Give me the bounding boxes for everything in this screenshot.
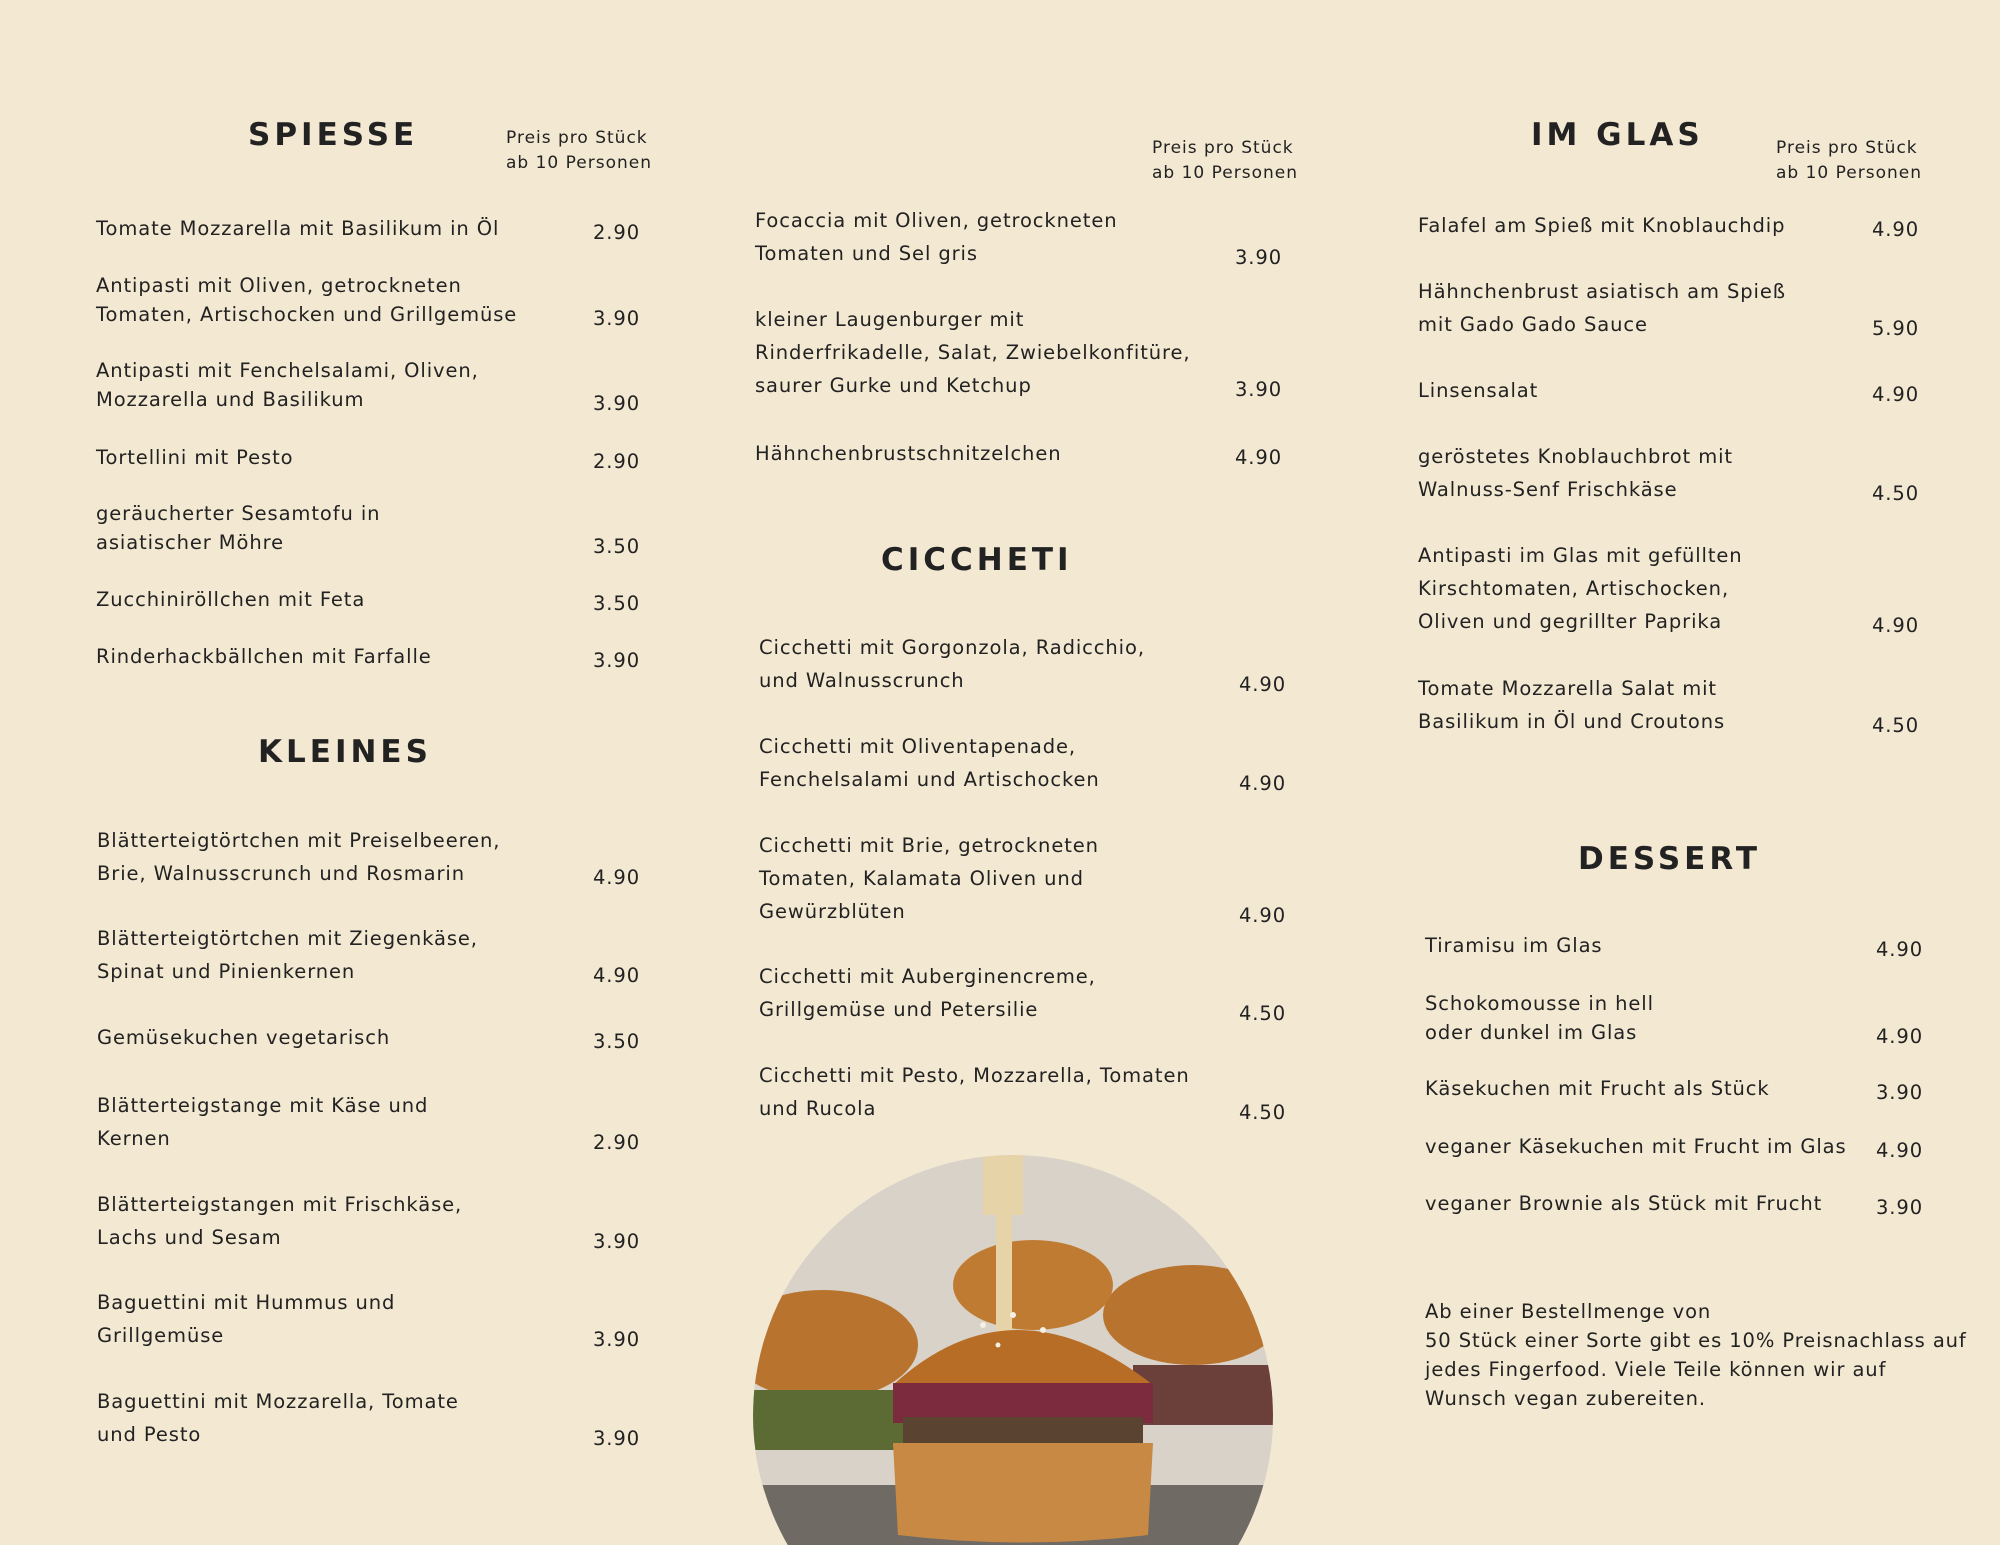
menu-item-name xyxy=(1425,1074,1770,1103)
section-title-dessert: DESSERT xyxy=(1578,841,1761,877)
menu-item-name xyxy=(96,214,499,243)
menu-item-name-line: Grillgemüse xyxy=(97,1324,225,1347)
menu-item xyxy=(96,271,641,330)
menu-item-name-line: Tiramisu im Glas xyxy=(1425,934,1603,957)
menu-item-name-line: Zucchiniröllchen mit Feta xyxy=(96,588,366,611)
menu-item xyxy=(97,824,641,890)
menu-item-price: 3.90 xyxy=(593,649,641,672)
menu-item xyxy=(97,1188,641,1254)
menu-item-name-line: Baguettini mit Mozzarella, Tomate xyxy=(97,1390,459,1413)
menu-item-name xyxy=(97,1089,428,1155)
menu-item-name-line: Kirschtomaten, Artischocken, xyxy=(1418,577,1730,600)
menu-item-name-line: Rinderfrikadelle, Salat, Zwiebelkonfitüre, xyxy=(755,341,1191,364)
menu-item-name-line: Blätterteigstangen mit Frischkäse, xyxy=(97,1193,463,1216)
menu-item-name xyxy=(97,824,500,890)
menu-item-price: 3.90 xyxy=(593,1230,641,1253)
menu-item-name xyxy=(96,443,293,472)
menu-item xyxy=(759,730,1287,796)
menu-item-name-line: Tortellini mit Pesto xyxy=(96,446,294,469)
menu-item-name xyxy=(97,1021,390,1054)
price-note-line: ab 10 Personen xyxy=(506,153,653,173)
menu-item-name xyxy=(759,960,1096,1026)
price-note-line: Preis pro Stück xyxy=(506,128,648,148)
menu-item-price: 4.90 xyxy=(1876,1139,1924,1162)
menu-item-name-line: oder dunkel im Glas xyxy=(1425,1021,1638,1044)
menu-item-name xyxy=(1418,440,1733,506)
menu-item xyxy=(1418,539,1920,638)
menu-item-name xyxy=(97,922,478,988)
menu-item-name-line: Tomate Mozzarella Salat mit xyxy=(1418,677,1717,700)
menu-item-price: 4.90 xyxy=(1872,614,1920,637)
menu-item-price: 3.90 xyxy=(593,307,641,330)
menu-item-name-line: geröstetes Knoblauchbrot mit xyxy=(1418,445,1733,468)
menu-item-name-line: Lachs und Sesam xyxy=(97,1226,282,1249)
menu-item-name xyxy=(759,1059,1190,1125)
menu-item-name-line: Gemüsekuchen vegetarisch xyxy=(97,1026,391,1049)
menu-item-price: 4.90 xyxy=(593,964,641,987)
menu-item xyxy=(755,204,1283,270)
menu-item-price: 3.50 xyxy=(593,592,641,615)
menu-item xyxy=(96,642,641,672)
menu-item-name xyxy=(1418,374,1538,407)
menu-item xyxy=(755,303,1283,402)
menu-item-name xyxy=(97,1188,462,1254)
menu-item-price: 4.90 xyxy=(1876,938,1924,961)
menu-item-name xyxy=(1425,989,1654,1047)
menu-item xyxy=(97,1089,641,1155)
menu-item xyxy=(755,437,1283,470)
menu-item-name-line: geräucherter Sesamtofu in xyxy=(96,502,381,525)
menu-item-name-line: veganer Käsekuchen mit Frucht im Glas xyxy=(1425,1135,1847,1158)
menu-item xyxy=(759,631,1287,697)
menu-item-name-line: Hähnchenbrust asiatisch am Spieß xyxy=(1418,280,1786,303)
menu-item xyxy=(1425,1074,1924,1104)
menu-item-name-line: Walnuss-Senf Frischkäse xyxy=(1418,478,1678,501)
menu-item-name-line: Antipasti im Glas mit gefüllten xyxy=(1418,544,1743,567)
menu-item-price: 3.90 xyxy=(1235,378,1283,401)
menu-item xyxy=(97,922,641,988)
note-line: jedes Fingerfood. Viele Teile können wir auf xyxy=(1425,1358,1887,1381)
menu-item-name-line: Cicchetti mit Auberginencreme, xyxy=(759,965,1096,988)
menu-item xyxy=(759,960,1287,1026)
price-note-middle xyxy=(1152,136,1298,186)
price-note-line: ab 10 Personen xyxy=(1776,163,1923,183)
menu-item-name-line: mit Gado Gado Sauce xyxy=(1418,313,1648,336)
menu-item-name-line: Antipasti mit Oliven, getrockneten xyxy=(96,274,462,297)
menu-item xyxy=(96,443,641,473)
menu-item-price: 4.90 xyxy=(1876,1025,1924,1048)
menu-item-name xyxy=(1418,275,1786,341)
menu-item-name-line: Brie, Walnusscrunch und Rosmarin xyxy=(97,862,465,885)
menu-item-name-line: Antipasti mit Fenchelsalami, Oliven, xyxy=(96,359,479,382)
menu-item-name xyxy=(97,1286,395,1352)
section-title-kleines: KLEINES xyxy=(258,734,432,770)
menu-item-name xyxy=(755,204,1117,270)
menu-item-price: 3.90 xyxy=(593,392,641,415)
menu-item xyxy=(1425,931,1924,961)
menu-item-name xyxy=(97,1385,459,1451)
menu-item-price: 3.90 xyxy=(1235,246,1283,269)
menu-item xyxy=(97,1385,641,1451)
menu-item-name-line: Cicchetti mit Gorgonzola, Radicchio, xyxy=(759,636,1145,659)
menu-item-price: 4.90 xyxy=(1872,383,1920,406)
menu-item-price: 3.90 xyxy=(593,1427,641,1450)
note-line: 50 Stück einer Sorte gibt es 10% Preisnachlass auf xyxy=(1425,1329,1967,1352)
menu-item xyxy=(96,499,641,558)
menu-item-price: 2.90 xyxy=(593,450,641,473)
menu-item-name-line: Oliven und gegrillter Paprika xyxy=(1418,610,1723,633)
menu-item-name-line: Hähnchenbrustschnitzelchen xyxy=(755,442,1062,465)
menu-item-name xyxy=(1425,931,1602,960)
price-note-line: Preis pro Stück xyxy=(1776,138,1918,158)
menu-item-name-line: Tomaten und Sel gris xyxy=(755,242,978,265)
note-line: Wunsch vegan zubereiten. xyxy=(1425,1387,1706,1410)
menu-item-name-line: Gewürzblüten xyxy=(759,900,906,923)
menu-item-name-line: und Rucola xyxy=(759,1097,877,1120)
menu-item-price: 4.90 xyxy=(1239,904,1287,927)
menu-item-price: 4.50 xyxy=(1239,1002,1287,1025)
menu-item-name xyxy=(96,585,365,614)
menu-item-price: 3.90 xyxy=(1876,1196,1924,1219)
menu-item-name xyxy=(1418,539,1743,638)
menu-item-price: 4.50 xyxy=(1872,482,1920,505)
menu-item-name xyxy=(759,631,1145,697)
price-note-im-glas xyxy=(1776,136,1922,186)
menu-item xyxy=(759,1059,1287,1125)
menu-item-name-line: Rinderhackbällchen mit Farfalle xyxy=(96,645,432,668)
menu-item-name-line: Kernen xyxy=(97,1127,171,1150)
menu-item-name xyxy=(1418,672,1725,738)
menu-item-name-line: Cicchetti mit Brie, getrockneten xyxy=(759,834,1099,857)
menu-item-name xyxy=(755,303,1191,402)
menu-item-name-line: Spinat und Pinienkernen xyxy=(97,960,356,983)
menu-item-name-line: Blätterteigstange mit Käse und xyxy=(97,1094,429,1117)
menu-item xyxy=(1418,672,1920,738)
menu-item-name xyxy=(759,829,1099,928)
menu-item-name-line: asiatischer Möhre xyxy=(96,531,284,554)
menu-item-price: 3.50 xyxy=(593,535,641,558)
menu-item-price: 3.90 xyxy=(593,1328,641,1351)
menu-item-name-line: Falafel am Spieß mit Knoblauchdip xyxy=(1418,214,1786,237)
section-title-im-glas: IM GLAS xyxy=(1531,117,1704,153)
menu-item-name-line: Mozzarella und Basilikum xyxy=(96,388,365,411)
menu-item-price: 4.90 xyxy=(1239,772,1287,795)
menu-item-name-line: Linsensalat xyxy=(1418,379,1539,402)
menu-item-price: 4.90 xyxy=(1235,446,1283,469)
menu-item-price: 2.90 xyxy=(593,1131,641,1154)
menu-item-price: 4.50 xyxy=(1872,714,1920,737)
menu-item-name-line: Blätterteigtörtchen mit Preiselbeeren, xyxy=(97,829,501,852)
menu-item-name-line: und Pesto xyxy=(97,1423,202,1446)
menu-item xyxy=(1425,989,1924,1048)
column-left xyxy=(0,0,700,1545)
menu-item-name xyxy=(759,730,1100,796)
menu-item-name-line: Basilikum in Öl und Croutons xyxy=(1418,710,1726,733)
section-title-spiesse: SPIESSE xyxy=(248,117,419,153)
menu-item xyxy=(96,585,641,615)
menu-item xyxy=(1418,374,1920,407)
menu-item-name-line: Fenchelsalami und Artischocken xyxy=(759,768,1100,791)
menu-item-name-line: Tomaten, Artischocken und Grillgemüse xyxy=(96,303,518,326)
menu-item-name xyxy=(96,356,479,414)
menu-item-name xyxy=(96,271,517,329)
menu-item-price: 3.50 xyxy=(593,1030,641,1053)
menu-item-name xyxy=(96,499,380,557)
menu-item-price: 2.90 xyxy=(593,221,641,244)
menu-item-name-line: Cicchetti mit Oliventapenade, xyxy=(759,735,1077,758)
menu-item-name-line: Tomaten, Kalamata Oliven und xyxy=(759,867,1084,890)
menu-item-name xyxy=(1425,1132,1847,1161)
menu-item-name xyxy=(1418,209,1785,242)
menu-item-name-line: Blätterteigtörtchen mit Ziegenkäse, xyxy=(97,927,478,950)
price-note-spiesse xyxy=(506,126,652,176)
menu-item-name-line: Focaccia mit Oliven, getrockneten xyxy=(755,209,1118,232)
menu-item xyxy=(1418,209,1920,242)
menu-item xyxy=(1418,275,1920,341)
menu-item-name-line: Schokomousse in hell xyxy=(1425,992,1654,1015)
menu-item-name-line: und Walnusscrunch xyxy=(759,669,965,692)
menu-item xyxy=(96,214,641,244)
menu-item-price: 4.50 xyxy=(1239,1101,1287,1124)
menu-item-name xyxy=(755,437,1061,470)
menu-item-price: 3.90 xyxy=(1876,1081,1924,1104)
menu-item-name-line: Cicchetti mit Pesto, Mozzarella, Tomaten xyxy=(759,1064,1190,1087)
menu-item-name-line: kleiner Laugenburger mit xyxy=(755,308,1025,331)
menu-item xyxy=(1418,440,1920,506)
menu-item-name-line: Grillgemüse und Petersilie xyxy=(759,998,1039,1021)
menu-item-price: 4.90 xyxy=(1872,218,1920,241)
menu-item xyxy=(97,1021,641,1054)
price-note-line: ab 10 Personen xyxy=(1152,163,1299,183)
menu-item-name-line: Baguettini mit Hummus und xyxy=(97,1291,396,1314)
menu-item-name xyxy=(1425,1189,1822,1218)
menu-item xyxy=(759,829,1287,928)
menu-item-price: 4.90 xyxy=(1239,673,1287,696)
menu-item xyxy=(96,356,641,415)
menu-item-name xyxy=(96,642,432,671)
section-title-cicchetti: CICCHETI xyxy=(881,542,1073,578)
menu-item xyxy=(1425,1189,1924,1219)
menu-item-name-line: Käsekuchen mit Frucht als Stück xyxy=(1425,1077,1770,1100)
menu-item-name-line: veganer Brownie als Stück mit Frucht xyxy=(1425,1192,1823,1215)
menu-item-price: 4.90 xyxy=(593,866,641,889)
price-note-line: Preis pro Stück xyxy=(1152,138,1294,158)
note-line: Ab einer Bestellmenge von xyxy=(1425,1300,1712,1323)
menu-item-price: 5.90 xyxy=(1872,317,1920,340)
menu-item xyxy=(97,1286,641,1352)
menu-item-name-line: Tomate Mozzarella mit Basilikum in Öl xyxy=(96,217,500,240)
menu-item-name-line: saurer Gurke und Ketchup xyxy=(755,374,1032,397)
discount-note xyxy=(1425,1297,1985,1413)
menu-item xyxy=(1425,1132,1924,1162)
